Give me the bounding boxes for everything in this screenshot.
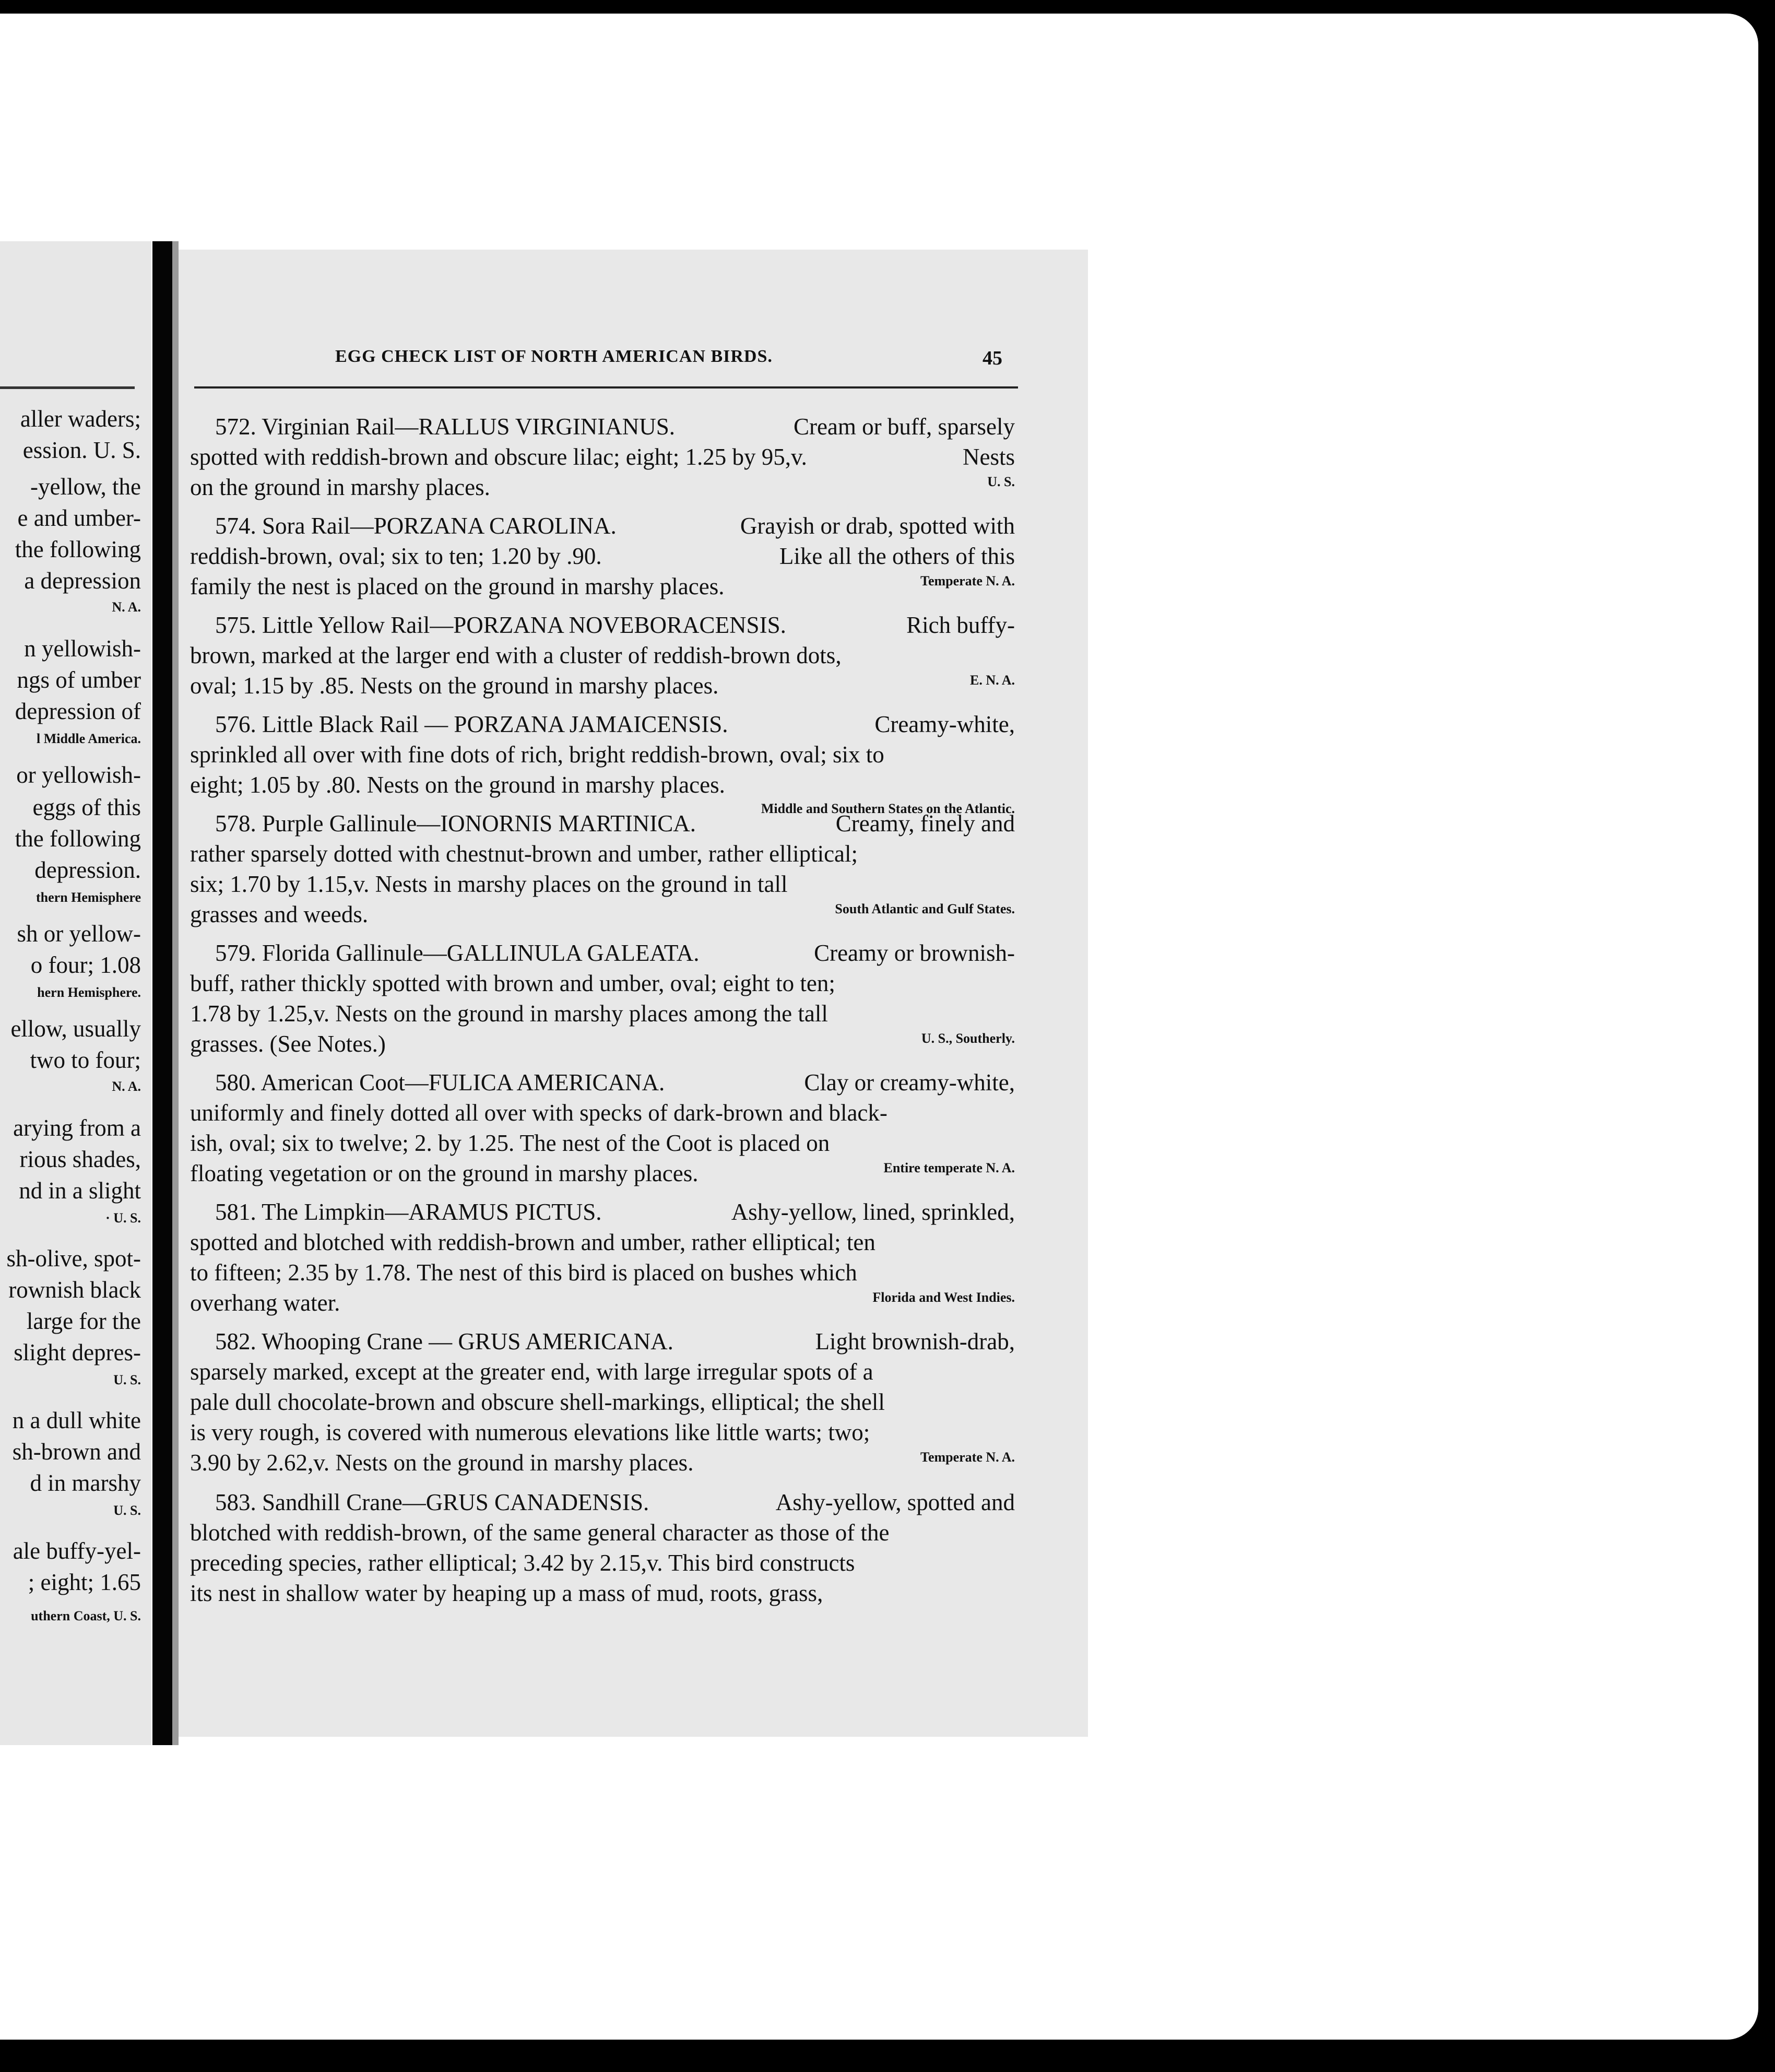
- entry: [190, 511, 1015, 602]
- left-page-line: · U. S.: [105, 1210, 141, 1226]
- entry-line: [190, 1387, 1015, 1417]
- entry-text: Creamy, finely and: [835, 810, 1015, 837]
- left-page-line: ession. U. S.: [22, 437, 141, 463]
- entry-text: spotted and blotched with reddish-brown and umber, rather elliptical; ten: [190, 1229, 875, 1255]
- left-page-line: rownish black: [8, 1277, 141, 1303]
- left-page-line: a depression: [24, 568, 141, 594]
- header-rule: [194, 386, 1018, 388]
- entry-line: [190, 1548, 1015, 1578]
- range-label: E. N. A.: [970, 673, 1015, 688]
- left-page-line: thern Hemisphere: [36, 890, 141, 905]
- entry-text: Light brownish-drab,: [815, 1328, 1015, 1355]
- page-number: 45: [983, 347, 1002, 369]
- entry-line: [190, 1197, 1015, 1227]
- entry-text: floating vegetation or on the ground in marshy places.: [190, 1160, 699, 1186]
- entry-line: [190, 1227, 1015, 1257]
- entry-text: sprinkled all over with fine dots of rich, bright reddish-brown, oval; six to: [190, 741, 884, 768]
- entry-text: buff, rather thickly spotted with brown and umber, oval; eight to ten;: [190, 970, 835, 996]
- left-page-line: arying from a: [13, 1115, 141, 1141]
- entry-line: [190, 709, 1015, 739]
- left-page-line: e and umber-: [17, 505, 141, 531]
- left-page-line: o four; 1.08: [30, 952, 141, 978]
- entry: [190, 938, 1015, 1059]
- left-page-line: sh-brown and: [12, 1439, 141, 1465]
- entry: [190, 1487, 1015, 1608]
- entry-text: Ashy-yellow, spotted and: [775, 1489, 1015, 1515]
- range-label: Temperate N. A.: [920, 573, 1015, 588]
- entry-text: blotched with reddish-brown, of the same general character as those of the: [190, 1520, 890, 1546]
- left-page-line: depression.: [34, 857, 141, 883]
- range-label: Middle and Southern States on the Atlantic.: [761, 801, 1015, 816]
- entry-line: [190, 899, 1015, 929]
- entry-line: [190, 1578, 1015, 1608]
- left-page-line: n a dull white: [12, 1407, 141, 1433]
- entry-line: [190, 571, 1015, 602]
- entry-text: sparsely marked, except at the greater end, with large irregular spots of a: [190, 1359, 873, 1385]
- entry-line: [190, 442, 1015, 472]
- entry-text: 582. Whooping Crane — GRUS AMERICANA.: [215, 1328, 673, 1355]
- entry-text: spotted with reddish-brown and obscure lilac; eight; 1.25 by 95,v.: [190, 444, 807, 470]
- entry: [190, 1326, 1015, 1478]
- entry-text: family the nest is placed on the ground in marshy places.: [190, 573, 725, 599]
- entry-text: Rich buffy-: [906, 612, 1015, 638]
- entry-text: pale dull chocolate-brown and obscure shell-markings, elliptical; the shell: [190, 1389, 885, 1415]
- entry-text: 578. Purple Gallinule—IONORNIS MARTINICA.: [215, 810, 696, 837]
- left-page-line: N. A.: [112, 599, 141, 615]
- entry-text: Nests: [963, 444, 1015, 470]
- left-page-line: sh-olive, spot-: [6, 1245, 141, 1272]
- left-page-line: large for the: [26, 1308, 141, 1334]
- entry-line: [190, 1067, 1015, 1098]
- entry-text: grasses and weeds.: [190, 901, 369, 927]
- entry: [190, 709, 1015, 818]
- left-page-line: the following: [15, 536, 141, 562]
- entry: [190, 808, 1015, 929]
- entry: [190, 411, 1015, 502]
- entry-line: [190, 670, 1015, 701]
- entry-text: six; 1.70 by 1.15,v. Nests in marshy places on the ground in tall: [190, 871, 788, 897]
- entry-text: Like all the others of this: [779, 543, 1015, 569]
- entry-text: 576. Little Black Rail — PORZANA JAMAICENSIS.: [215, 711, 728, 737]
- entry-line: [190, 938, 1015, 968]
- entry-line: [190, 511, 1015, 541]
- left-page-line: ale buffy-yel-: [13, 1538, 141, 1564]
- entry-line: [190, 1029, 1015, 1059]
- left-page-line: -yellow, the: [30, 474, 141, 500]
- left-page-line: rious shades,: [19, 1146, 141, 1172]
- entry-text: 581. The Limpkin—ARAMUS PICTUS.: [215, 1199, 602, 1225]
- entry-line: [190, 1098, 1015, 1128]
- left-page-line: ellow, usually: [10, 1016, 141, 1042]
- entry-text: to fifteen; 2.35 by 1.78. The nest of this bird is placed on bushes which: [190, 1259, 857, 1286]
- entry-line: [190, 808, 1015, 839]
- left-page-line: eggs of this: [32, 794, 141, 820]
- left-page-line: U. S.: [113, 1372, 141, 1387]
- range-label: South Atlantic and Gulf States.: [835, 901, 1015, 916]
- entry-text: is very rough, is covered with numerous elevations like little warts; two;: [190, 1419, 870, 1445]
- entry-text: ish, oval; six to twelve; 2. by 1.25. The nest of the Coot is placed on: [190, 1130, 830, 1156]
- left-page-line: depression of: [15, 698, 141, 724]
- entry-line: [190, 1357, 1015, 1387]
- entry-text: 1.78 by 1.25,v. Nests on the ground in marshy places among the tall: [190, 1000, 828, 1027]
- left-page-line: ; eight; 1.65: [28, 1569, 141, 1595]
- left-page-line: l Middle America.: [36, 731, 141, 746]
- entry-line: [190, 998, 1015, 1029]
- entry-line: [190, 472, 1015, 502]
- range-label: U. S.: [987, 474, 1015, 489]
- entry-line: [190, 968, 1015, 998]
- entry-line: [190, 1326, 1015, 1357]
- left-page-line: two to four;: [30, 1047, 141, 1073]
- entry-text: 572. Virginian Rail—RALLUS VIRGINIANUS.: [215, 414, 676, 440]
- left-page-rule: [0, 386, 135, 389]
- left-page-line: sh or yellow-: [17, 921, 141, 947]
- entry-text: 574. Sora Rail—PORZANA CAROLINA.: [215, 513, 617, 539]
- entry-line: [190, 839, 1015, 869]
- entry-text: on the ground in marshy places.: [190, 474, 490, 500]
- entry-text: reddish-brown, oval; six to ten; 1.20 by .90.: [190, 543, 602, 569]
- entry-text: overhang water.: [190, 1290, 340, 1316]
- entry-line: [190, 1417, 1015, 1447]
- range-label: U. S., Southerly.: [921, 1031, 1015, 1046]
- range-label: Florida and West Indies.: [872, 1290, 1015, 1305]
- entry-text: oval; 1.15 by .85. Nests on the ground in marshy places.: [190, 673, 719, 699]
- left-page: [0, 241, 151, 1745]
- entry: [190, 1197, 1015, 1318]
- entry-line: [190, 411, 1015, 442]
- left-page-line: aller waders;: [20, 406, 141, 432]
- left-page-line: the following: [15, 826, 141, 852]
- entry-text: 580. American Coot—FULICA AMERICANA.: [215, 1069, 665, 1096]
- left-page-line: nd in a slight: [19, 1178, 141, 1204]
- entry-text: rather sparsely dotted with chestnut-brown and umber, rather elliptical;: [190, 841, 858, 867]
- entry-text: its nest in shallow water by heaping up a mass of mud, roots, grass,: [190, 1580, 823, 1606]
- entry-text: Clay or creamy-white,: [804, 1069, 1015, 1096]
- entry-line: [190, 1288, 1015, 1318]
- entry-line: [190, 1447, 1015, 1478]
- range-label: Entire temperate N. A.: [883, 1160, 1015, 1175]
- entry-line: [190, 1487, 1015, 1517]
- right-page: [179, 250, 1088, 1737]
- entry-text: Cream or buff, sparsely: [793, 414, 1015, 440]
- left-page-line: ngs of umber: [17, 667, 141, 693]
- entry-text: 583. Sandhill Crane—GRUS CANADENSIS.: [215, 1489, 649, 1515]
- range-label: Temperate N. A.: [920, 1450, 1015, 1465]
- running-head: EGG CHECK LIST OF NORTH AMERICAN BIRDS.: [335, 347, 773, 366]
- entry-line: [190, 610, 1015, 640]
- left-page-line: d in marshy: [30, 1470, 141, 1496]
- entry-text: Grayish or drab, spotted with: [740, 513, 1015, 539]
- entry-text: Ashy-yellow, lined, sprinkled,: [731, 1199, 1015, 1225]
- entry-line: [190, 739, 1015, 770]
- entry-text: 3.90 by 2.62,v. Nests on the ground in marshy places.: [190, 1450, 694, 1476]
- left-page-line: slight depres-: [14, 1339, 141, 1365]
- entry-text: uniformly and finely dotted all over with specks of dark-brown and black-: [190, 1100, 888, 1126]
- entry-text: Creamy-white,: [874, 711, 1015, 737]
- entry-line: [190, 640, 1015, 670]
- entry-line: [190, 541, 1015, 571]
- entry-line: [190, 1517, 1015, 1548]
- entry-text: 575. Little Yellow Rail—PORZANA NOVEBORACENSIS.: [215, 612, 786, 638]
- left-page-line: U. S.: [113, 1503, 141, 1518]
- entry-text: eight; 1.05 by .80. Nests on the ground in marshy places.: [190, 772, 725, 798]
- entry-text: brown, marked at the larger end with a cluster of reddish-brown dots,: [190, 642, 842, 668]
- entry-line: [190, 1158, 1015, 1188]
- entry-text: Creamy or brownish-: [814, 940, 1015, 966]
- entry-text: grasses. (See Notes.): [190, 1031, 386, 1057]
- entry: [190, 610, 1015, 701]
- left-page-line: N. A.: [112, 1079, 141, 1094]
- left-page-line: hern Hemisphere.: [37, 985, 141, 1000]
- entry-line: [190, 770, 1015, 800]
- book-binding: [152, 241, 172, 1745]
- entry-text: 579. Florida Gallinule—GALLINULA GALEATA.: [215, 940, 700, 966]
- left-page-line: or yellowish-: [16, 762, 141, 788]
- left-page-line: n yellowish-: [24, 635, 141, 662]
- left-page-line: uthern Coast, U. S.: [31, 1608, 141, 1623]
- entry-text: preceding species, rather elliptical; 3.42 by 2.15,v. This bird constructs: [190, 1550, 855, 1576]
- entry: [190, 1067, 1015, 1188]
- page-edge: [172, 241, 179, 1745]
